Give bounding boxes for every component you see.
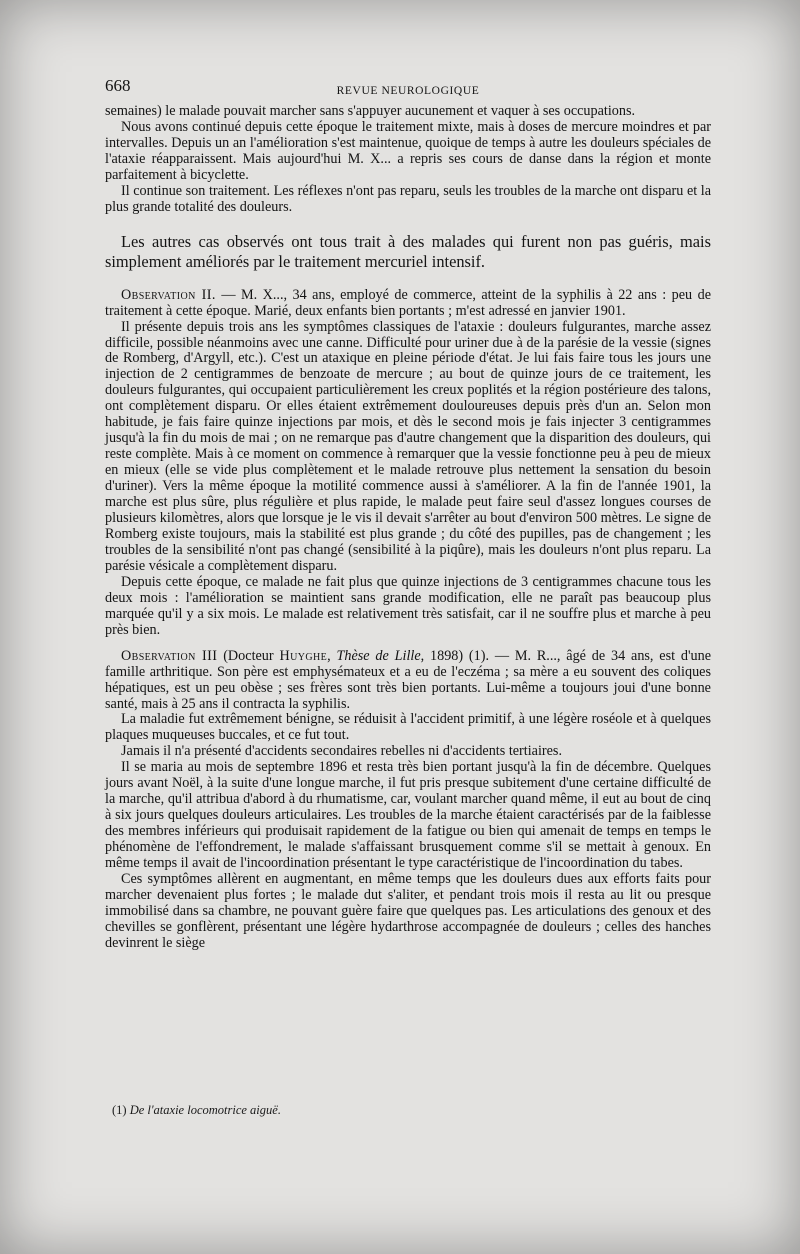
footnote <box>112 1103 281 1118</box>
thesis-title: Thèse de Lille <box>336 647 421 664</box>
paragraph: Nous avons continué depuis cette époque le traitement mixte, mais à doses de mercure moindres et par intervalles. Depuis un an l'amélioration s'est maintenue, quoique de temps à autre les douleurs spéciales de l'ataxie réapparaissent. Mais aujourd'hui M. X... a repris ses cours de danse dans la région et monte parfaitement à bicyclette. <box>105 118 711 183</box>
paragraph: Depuis cette époque, ce malade ne fait plus que quinze injections de 3 centigrammes chacune tous les deux mois : l'amélioration se maintient sans grande modification, elle ne paraît pas beaucoup plus marquée qu'il y a six mois. Le malade est relativement très satisfait, car il ne souffre plus et marche à peu près bien. <box>105 573 711 638</box>
running-title: REVUE NEUROLOGIQUE <box>336 85 480 97</box>
page-body <box>105 78 711 952</box>
footnote-text: De l'ataxie locomotrice aiguë. <box>129 1103 281 1117</box>
observation-2-intro-text: — M. X..., 34 ans, employé de commerce, atteint de la syphilis à 22 ans : peu de traitement à cette époque. Marié, deux enfants bien portants ; m'est adressé en janvier 1901. <box>105 286 711 319</box>
paragraph: La maladie fut extrêmement bénigne, se réduisit à l'accident primitif, à une légère roséole et à quelques plaques muqueuses buccales, et ce fut tout. <box>105 711 711 744</box>
paragraph: semaines) le malade pouvait marcher sans s'appuyer aucunement et vaquer à ses occupations. <box>105 103 636 119</box>
observation-3-intro-text: , 1898) (1). — M. R..., âgé de 34 ans, est d'une famille arthritique. Son père est emphysémateux et a eu de l'eczéma ; sa mère a eu souvent des coliques hépatiques, est un peu obèse ; ses frères sont très bien portants. Lui-même a toujours joui d'une bonne santé, mais à 25 ans il contracta la syphilis. <box>105 647 712 712</box>
observation-2-heading: Observation II. <box>121 286 216 303</box>
paragraph: Ces symptômes allèrent en augmentant, en même temps que les douleurs dues aux efforts faits pour marcher devenaient plus fortes ; le malade dut s'aliter, et pendant trois mois il resta au lit ou presque immobilisé dans sa chambre, ne pouvant guère faire que quelques pas. Les articulations des genoux et des chevilles se gonflèrent, présentant une légère hydarthrose accompagnée de douleurs ; celles des hanches devinrent le siège <box>105 870 711 951</box>
paragraph: Il présente depuis trois ans les symptômes classiques de l'ataxie : douleurs fulgurantes, marche assez difficile, possible néanmoins avec une canne. Difficulté pour uriner due à de la parésie de la vessie (signes de Romberg, d'Argyll, etc.). C'est un ataxique en pleine période d'état. Je lui fais faire tous les jours une injection de 2 centigrammes de benzoate de mercure ; au bout de quinze jours de ce traitement, les douleurs fulgurantes, qui occupaient particulièrement les creux poplités et la région postérieure des talons, ont complètement disparu. Or elles étaient extrêmement douloureuses depuis près d'un an. Selon mon habitude, je fais faire quinze injections par mois, et dès le second mois je fais injecter 3 centigrammes jusqu'à la fin du mois de mai ; on ne remarque pas d'autre changement que la disparition des douleurs, qui reste complète. Mais à ce moment on commence à remarquer que la vessie fonctionne peu à peu de mieux en mieux (elle se vide plus complètement et le malade retrouve plus nettement la sensation du besoin d'uriner). Vers la même époque la motilité commence aussi à s'améliorer. A la fin de l'année 1901, la marche est plus sûre, plus régulière et plus rapide, le malade peut faire seul d'assez longues courses de plusieurs kilomètres, alors que lorsque je le vis il devait s'arrêter au bout d'environ 500 mètres. Le signe de Romberg existe toujours, mais la stabilité est plus grande ; du côté des pupilles, pas de changement ; les troubles de la sensibilité n'ont pas changé (sensibilité à la piqûre), mais les douleurs n'ont plus reparu. La parésie vésicale a complètement disparu. <box>105 318 711 574</box>
page-number: 668 <box>105 76 131 95</box>
observation-3-intro <box>105 649 711 713</box>
paragraph: Il se maria au mois de septembre 1896 et resta très bien portant jusqu'à la fin de décembre. Quelques jours avant Noël, à la suite d'une longue marche, il fut pris presque subitement d'une certaine difficulté de la marche, qu'il attribua d'abord à du rhumatisme, car, voulant marcher quand même, il eut au bout de cinq à six jours quelques douleurs articulaires. Les troubles de la marche étaient caractérisés par de la faiblesse des membres inférieurs qui produisait rapidement de la fatigue ou bien qui amenait de temps en temps le phénomène de l'effondrement, le malade s'affaissant brusquement comme s'il se mettait à genoux. En même temps il avait de l'incoordination présentant le type caractéristique de l'incoordination du tabes. <box>105 759 711 872</box>
page-header <box>105 78 711 104</box>
doctor-name: Huyghe <box>279 647 328 664</box>
observation-3-heading: Observation III <box>121 647 218 664</box>
lead-paragraph: Les autres cas observés ont tous trait à des malades qui furent non pas guéris, mais simplement améliorés par le traitement mercuriel intensif. <box>105 231 711 271</box>
observation-3-source-prefix: (Docteur <box>217 647 280 664</box>
observation-2-intro <box>105 288 711 320</box>
paragraph: Il continue son traitement. Les réflexes n'ont pas reparu, seuls les troubles de la marche ont disparu et la plus grande totalité des douleurs. <box>105 182 711 215</box>
paragraph: Jamais il n'a présenté d'accidents secondaires rebelles ni d'accidents tertiaires. <box>121 743 562 760</box>
footnote-mark: (1) <box>112 1103 127 1117</box>
separator: , <box>327 647 337 664</box>
